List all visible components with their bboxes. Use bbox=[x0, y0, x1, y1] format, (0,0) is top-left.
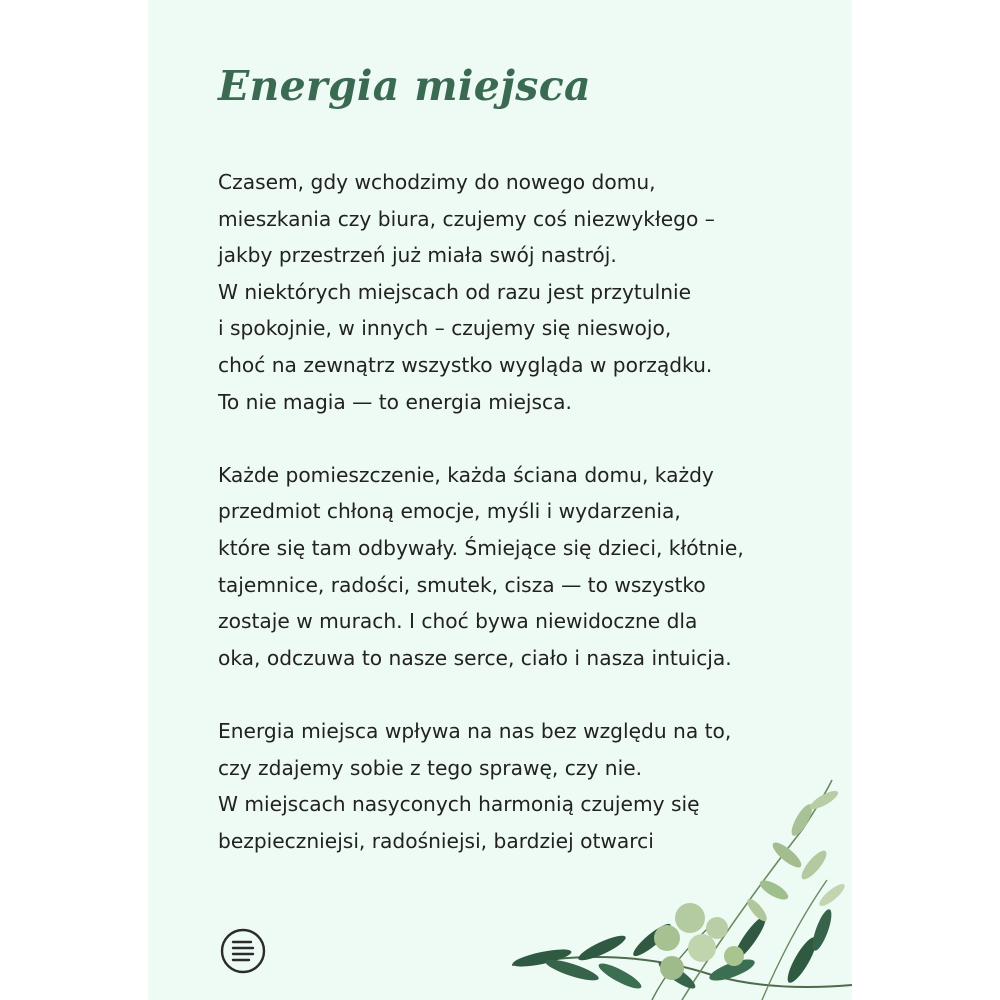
text-line: jakby przestrzeń już miała swój nastrój. bbox=[218, 243, 617, 268]
paragraph-1 bbox=[218, 164, 818, 420]
text-line: zostaje w murach. I choć bywa niewidoczne dla bbox=[218, 609, 698, 634]
page-title: Energia miejsca bbox=[218, 62, 591, 110]
text-line: czy zdajemy sobie z tego sprawę, czy nie. bbox=[218, 755, 643, 780]
document-page bbox=[148, 0, 852, 1000]
text-line: W niektórych miejscach od razu jest przytulnie bbox=[218, 279, 692, 304]
text-line: tajemnice, radości, smutek, cisza — to wszystko bbox=[218, 572, 706, 597]
text-line: bezpieczniejsi, radośniejsi, bardziej otwarci bbox=[218, 828, 654, 853]
text-line: Energia miejsca wpływa na nas bez względu na to, bbox=[218, 718, 732, 743]
document-text-icon[interactable] bbox=[220, 928, 266, 974]
text-line: To nie magia — to energia miejsca. bbox=[218, 389, 572, 414]
text-line: Czasem, gdy wchodzimy do nowego domu, bbox=[218, 170, 656, 194]
text-line: które się tam odbywały. Śmiejące się dzieci, kłótnie, bbox=[218, 535, 744, 560]
text-line: oka, odczuwa to nasze serce, ciało i nasza intuicja. bbox=[218, 645, 732, 670]
eucalyptus-leaves-icon bbox=[502, 770, 852, 1000]
text-line: W miejscach nasyconych harmonią czujemy się bbox=[218, 792, 700, 817]
text-line: i spokojnie, w innych – czujemy się nieswojo, bbox=[218, 316, 672, 341]
text-line: mieszkania czy biura, czujemy coś niezwykłego – bbox=[218, 206, 715, 231]
text-line: przedmiot chłoną emocje, myśli i wydarzenia, bbox=[218, 499, 681, 524]
text-line: choć na zewnątrz wszystko wygląda w porządku. bbox=[218, 352, 713, 377]
text-line: Każde pomieszczenie, każda ściana domu, każdy bbox=[218, 462, 714, 487]
paragraph-2 bbox=[218, 457, 818, 677]
